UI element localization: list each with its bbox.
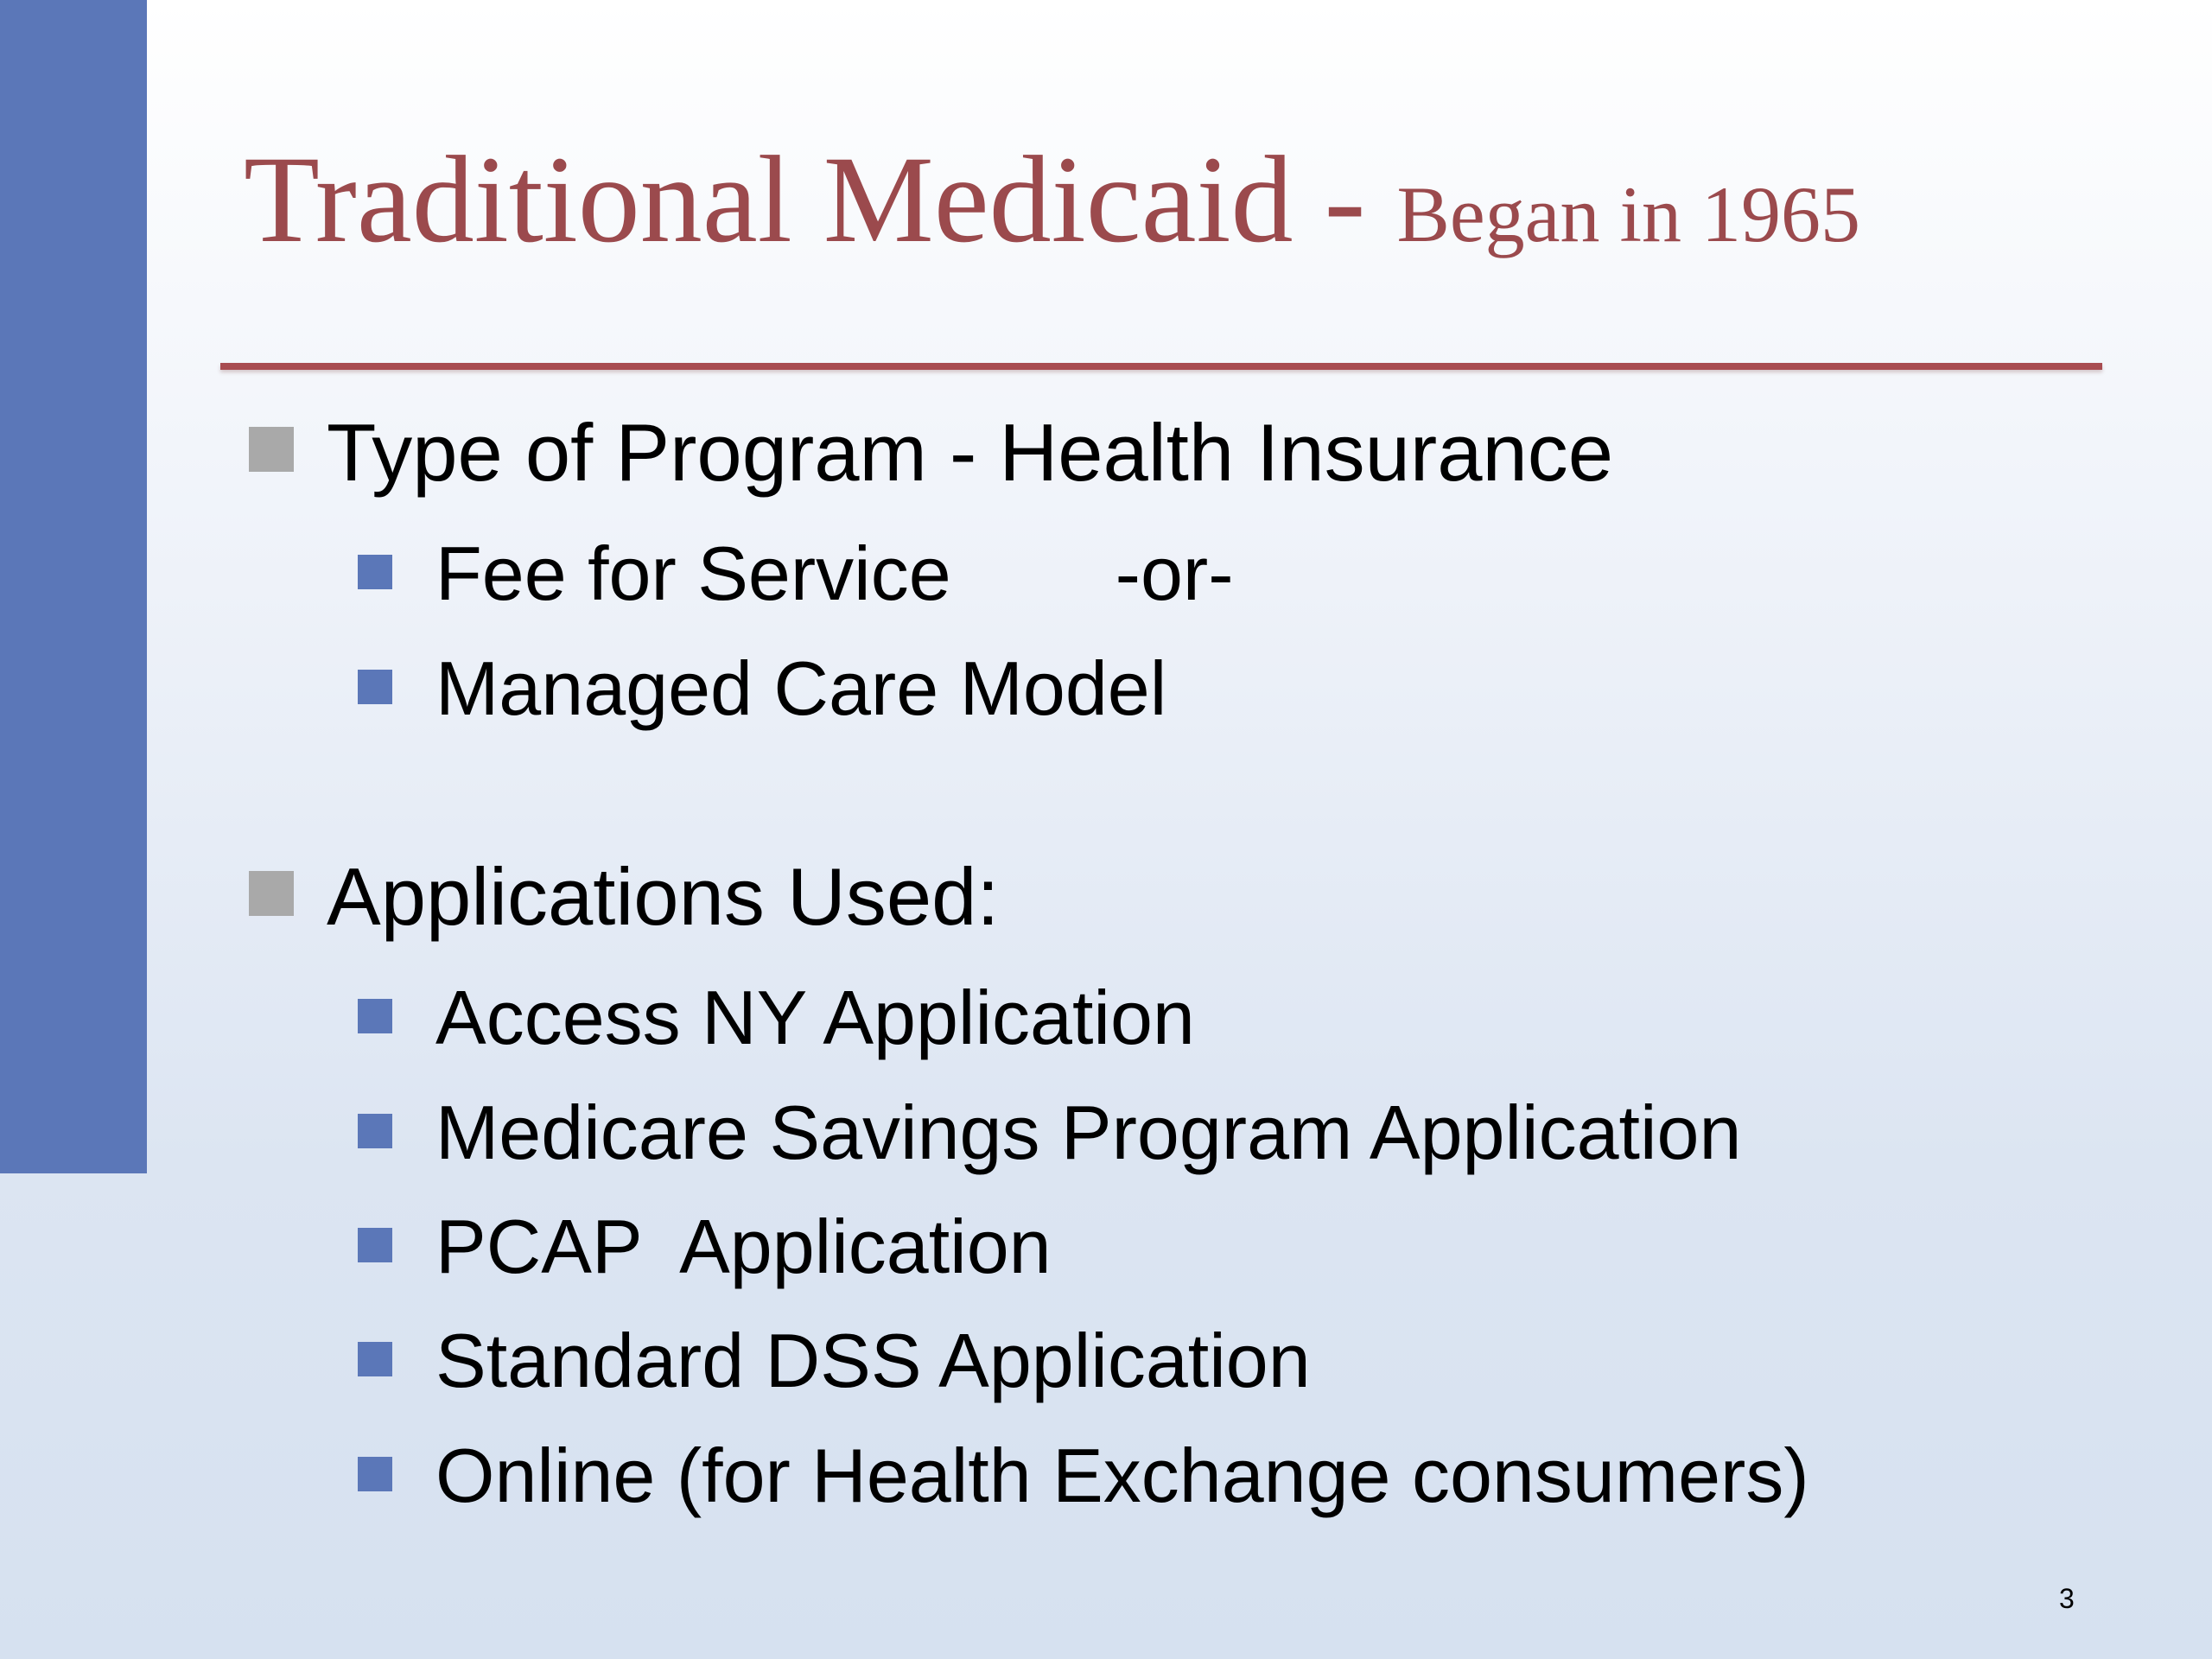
sub-bullet-access-ny [358,974,1195,1060]
sub-bullet-label: Online (for Health Exchange consumers) [435,1432,1809,1518]
square-bullet-icon [249,871,294,916]
page-number: 3 [2059,1583,2075,1614]
sub-bullet-online [358,1432,1809,1518]
sub-bullet-label: Medicare Savings Program Application [435,1089,1742,1175]
sub-bullet-fee-for-service [358,530,1234,616]
square-bullet-icon [358,555,392,589]
bullet-applications-used [249,850,1000,943]
sub-bullet-standard-dss [358,1317,1311,1403]
sub-bullet-label: PCAP Application [435,1203,1052,1289]
title-main: Traditional Medicaid - [244,131,1397,269]
square-bullet-icon [358,670,392,704]
sub-bullet-label: Managed Care Model [435,645,1167,731]
square-bullet-icon [358,1342,392,1376]
sub-bullet-label: Standard DSS Application [435,1317,1311,1403]
square-bullet-icon [358,1457,392,1491]
square-bullet-icon [358,1114,392,1148]
sub-bullet-pcap [358,1203,1052,1289]
bullet-type-of-program [249,406,1614,499]
title-subtitle: Began in 1965 [1396,170,1861,258]
sub-bullet-label: Access NY Application [435,974,1195,1060]
square-bullet-icon [358,1228,392,1262]
sub-bullet-medicare-savings [358,1089,1742,1175]
or-separator: -or- [1115,530,1234,616]
sub-bullet-label: Fee for Service [435,530,951,616]
square-bullet-icon [249,427,294,472]
square-bullet-icon [358,999,392,1033]
bullet-label: Applications Used: [327,851,1000,943]
sub-bullet-managed-care [358,645,1167,731]
bullet-label: Type of Program - Health Insurance [327,407,1614,499]
